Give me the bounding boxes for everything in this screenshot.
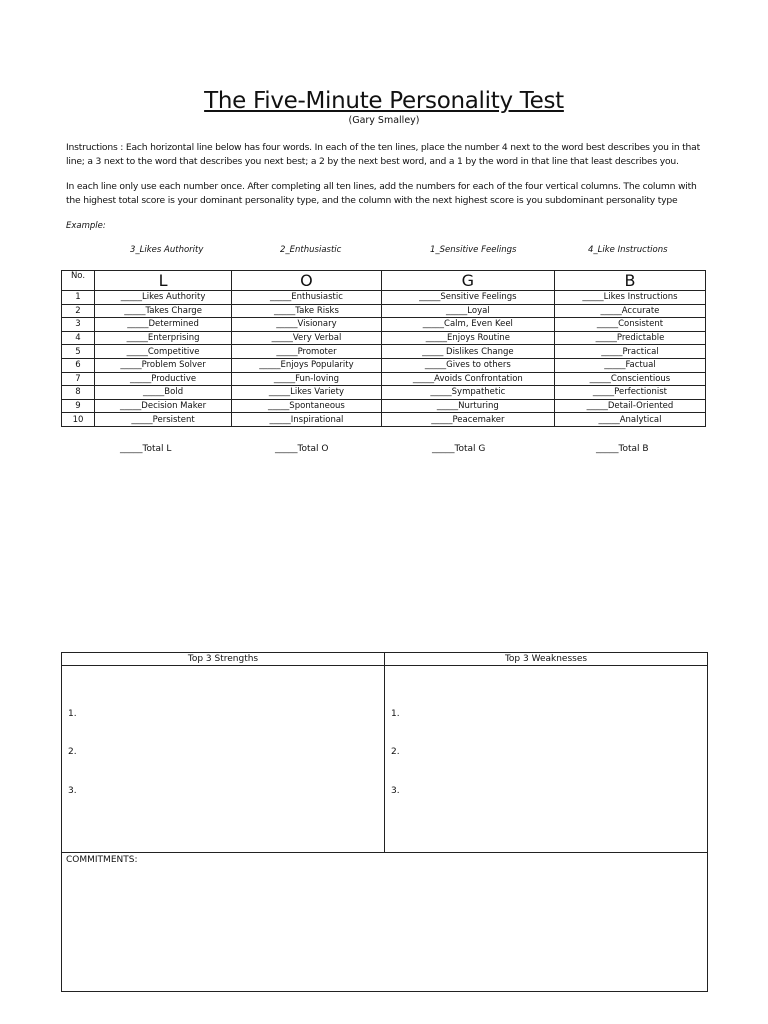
table-cell[interactable]: _____Inspirational (232, 413, 382, 427)
total-g[interactable]: _____Total G (432, 444, 486, 454)
instructions-paragraph-2: In each line only use each number once. After completing all ten lines, add the numbers for each of the four vertical columns. The column with the highest total score is your dominant personality type, and the column with the next highest score is you subdominant personality type (66, 181, 697, 206)
strength-number-1: 1. (68, 709, 77, 719)
table-row (62, 291, 706, 305)
total-b[interactable]: _____Total B (596, 444, 649, 454)
example-item-o: 2_Enthusiastic (280, 245, 342, 255)
table-cell[interactable]: _____Consistent (554, 318, 705, 332)
table-cell[interactable]: _____Avoids Confrontation (381, 372, 554, 386)
weaknesses-header: Top 3 Weaknesses (385, 653, 708, 666)
table-cell[interactable]: _____Problem Solver (95, 358, 232, 372)
table-cell[interactable]: _____Enjoys Routine (381, 331, 554, 345)
weaknesses-cell[interactable] (385, 666, 708, 853)
example-item-b: 4_Like Instructions (588, 245, 668, 255)
reflection-header-row (62, 653, 708, 666)
table-row (62, 304, 706, 318)
row-number: 1 (62, 291, 95, 305)
column-header-o: O (232, 271, 382, 291)
table-cell[interactable]: _____Productive (95, 372, 232, 386)
table-cell[interactable]: _____Enjoys Popularity (232, 358, 382, 372)
table-cell[interactable]: _____Likes Variety (232, 386, 382, 400)
table-cell[interactable]: _____Factual (554, 358, 705, 372)
table-row (62, 399, 706, 413)
table-cell[interactable]: _____Analytical (554, 413, 705, 427)
strength-number-2: 2. (68, 747, 77, 757)
reflection-body-row (62, 666, 708, 853)
row-number: 4 (62, 331, 95, 345)
table-cell[interactable]: _____Decision Maker (95, 399, 232, 413)
row-number: 9 (62, 399, 95, 413)
page-subtitle: (Gary Smalley) (348, 115, 420, 126)
table-cell[interactable]: _____Conscientious (554, 372, 705, 386)
strengths-header: Top 3 Strengths (62, 653, 385, 666)
commitments-label: COMMITMENTS: (66, 855, 138, 865)
column-header-l: L (95, 271, 232, 291)
strengths-cell[interactable] (62, 666, 385, 853)
row-number: 8 (62, 386, 95, 400)
table-cell[interactable]: _____Take Risks (232, 304, 382, 318)
table-cell[interactable]: _____Takes Charge (95, 304, 232, 318)
total-l[interactable]: _____Total L (120, 444, 172, 454)
commitments-cell[interactable] (62, 853, 708, 992)
table-row (62, 331, 706, 345)
table-cell[interactable]: _____Likes Authority (95, 291, 232, 305)
personality-table (61, 270, 706, 427)
example-item-g: 1_Sensitive Feelings (430, 245, 517, 255)
page-title: The Five-Minute Personality Test (204, 88, 564, 114)
total-o[interactable]: _____Total O (275, 444, 329, 454)
commitments-row (62, 853, 708, 992)
table-cell[interactable]: _____Gives to others (381, 358, 554, 372)
table-row (62, 413, 706, 427)
row-number: 2 (62, 304, 95, 318)
table-cell[interactable]: _____Accurate (554, 304, 705, 318)
column-header-g: G (381, 271, 554, 291)
table-row (62, 318, 706, 332)
row-number: 7 (62, 372, 95, 386)
table-cell[interactable]: _____Promoter (232, 345, 382, 359)
strength-number-3: 3. (68, 786, 77, 796)
weakness-number-3: 3. (391, 786, 400, 796)
table-cell[interactable]: _____Peacemaker (381, 413, 554, 427)
table-cell[interactable]: _____Enthusiastic (232, 291, 382, 305)
table-row (62, 345, 706, 359)
column-header-no: No. (62, 271, 95, 291)
column-header-b: B (554, 271, 705, 291)
row-number: 10 (62, 413, 95, 427)
table-cell[interactable]: _____Visionary (232, 318, 382, 332)
table-cell[interactable]: _____ Dislikes Change (381, 345, 554, 359)
table-cell[interactable]: _____Fun-loving (232, 372, 382, 386)
table-cell[interactable]: _____Predictable (554, 331, 705, 345)
table-cell[interactable]: _____Bold (95, 386, 232, 400)
table-cell[interactable]: _____Detail-Oriented (554, 399, 705, 413)
example-label: Example: (66, 221, 106, 231)
row-number: 3 (62, 318, 95, 332)
weakness-number-1: 1. (391, 709, 400, 719)
table-row (62, 372, 706, 386)
table-cell[interactable]: _____Loyal (381, 304, 554, 318)
table-cell[interactable]: _____Determined (95, 318, 232, 332)
table-cell[interactable]: _____Spontaneous (232, 399, 382, 413)
weakness-number-2: 2. (391, 747, 400, 757)
table-cell[interactable]: _____Competitive (95, 345, 232, 359)
reflection-table (61, 652, 708, 992)
table-row (62, 358, 706, 372)
table-cell[interactable]: _____Enterprising (95, 331, 232, 345)
table-header-row (62, 271, 706, 291)
table-cell[interactable]: _____Sympathetic (381, 386, 554, 400)
table-cell[interactable]: _____Nurturing (381, 399, 554, 413)
table-cell[interactable]: _____Practical (554, 345, 705, 359)
example-item-l: 3_Likes Authority (130, 245, 204, 255)
table-row (62, 386, 706, 400)
table-cell[interactable]: _____Persistent (95, 413, 232, 427)
table-cell[interactable]: _____Likes Instructions (554, 291, 705, 305)
row-number: 5 (62, 345, 95, 359)
table-cell[interactable]: _____Sensitive Feelings (381, 291, 554, 305)
instructions-paragraph-1: Instructions : Each horizontal line below has four words. In each of the ten lines, place the number 4 next to the word best describes you in that line; a 3 next to the word that describes you next best; a 2 by the next best word, and a 1 by the word in that line that least describes you. (66, 142, 701, 167)
row-number: 6 (62, 358, 95, 372)
table-cell[interactable]: _____Calm, Even Keel (381, 318, 554, 332)
table-cell[interactable]: _____Very Verbal (232, 331, 382, 345)
table-cell[interactable]: _____Perfectionist (554, 386, 705, 400)
